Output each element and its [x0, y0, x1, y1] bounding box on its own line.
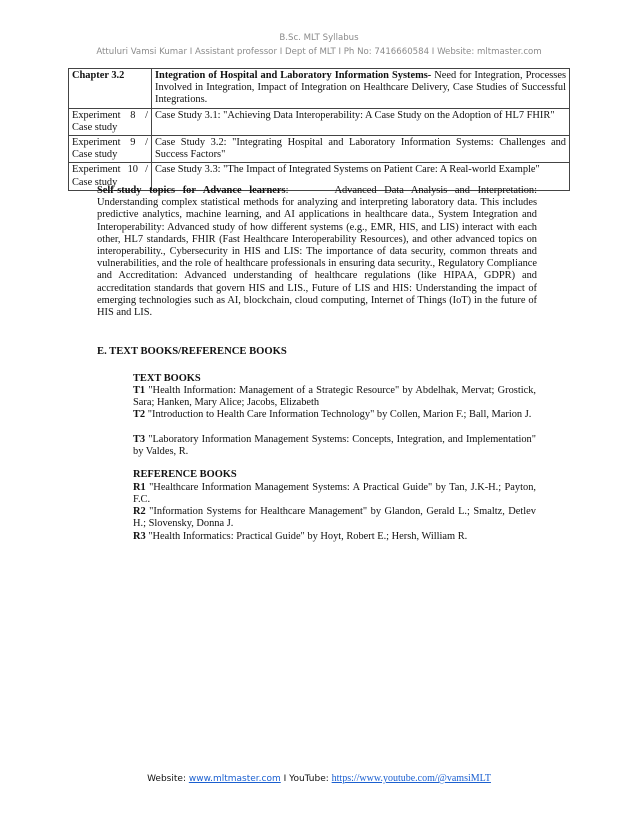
book-text: "Laboratory Information Management Systems: Concepts, Integration, and Implementation" by Valdes, R.	[133, 434, 536, 458]
book-text: "Healthcare Information Management Systems: A Practical Guide" by Tan, J.K-H.; Payton, F.C.	[133, 482, 536, 506]
book-entry	[133, 385, 536, 409]
table-cell-content: Case Study 3.3: "The Impact of Integrated Systems on Patient Care: A Real-world Example"	[152, 163, 570, 190]
table-row	[69, 69, 570, 109]
book-entry	[133, 531, 536, 543]
table-cell-content	[152, 69, 570, 109]
book-entry	[133, 434, 536, 458]
page-footer	[0, 773, 638, 784]
table-cell-chapter: Chapter 3.2	[69, 69, 152, 109]
book-text: "Health Informatics: Practical Guide" by Hoyt, Robert E.; Hersh, William R.	[145, 531, 468, 542]
book-id: R1	[133, 482, 146, 493]
table-cell-experiment: Experiment 8 / Case study	[69, 108, 152, 135]
chapter-topics: Need for Integration, Processes Involved in Integration, Impact of Integration on Healthcare Delivery, Case Studies of Successful Integrations.	[155, 70, 567, 106]
chapter-title: Integration of Hospital and Laboratory Information Systems-	[155, 70, 432, 81]
website-link[interactable]: www.mltmaster.com	[188, 774, 281, 784]
self-study-text: Advanced Data Analysis and Interpretation: Understanding complex statistical methods for analyzing and interpreting laboratory data. This includes predictive analytics, machine learning, and AI applications in healthcare data., System Integration and Interoperability: Advanced study of how different systems (e.g., EMR, HIS, and LIS) interact with each other, HL7 standards, FHIR (Fast Healthcare Interoperability Resources), and other advanced topics on interoperability., Cybersecurity in HIS and LIS: The importance of data security, common threats and vulnerabilities, and the role of healthcare professionals in ensuring data security., Regulatory Compliance and Accreditation: Advanced understanding of healthcare regulations (like HIPAA, GDPR) and accreditation standards that govern HIS and LIS., Future of LIS and HIS: Understanding the impact of emerging technologies such as AI, blockchain, cloud computing, Internet of Things (IoT) in the future of HIS and LIS.	[97, 185, 538, 319]
book-text: "Health Information: Management of a Strategic Resource" by Abdelhak, Mervat; Grostick, Sara; Hanken, Mary Alice; Jacobs, Elizabeth	[133, 385, 536, 409]
book-entry	[133, 482, 536, 506]
table-cell-content: Case Study 3.2: "Integrating Hospital and Laboratory Information Systems: Challenges and Success Factors"	[152, 136, 570, 163]
book-id: T2	[133, 409, 146, 420]
footer-website-label: Website:	[147, 774, 189, 784]
table-cell-experiment: Experiment 9 / Case study	[69, 136, 152, 163]
book-id: R3	[133, 531, 146, 542]
reference-books-heading: REFERENCE BOOKS	[133, 469, 237, 480]
self-study-paragraph	[97, 185, 537, 319]
table-row	[69, 136, 570, 163]
self-study-colon: :	[285, 185, 289, 196]
page-header-author-line: Attuluri Vamsi Kumar I Assistant professor I Dept of MLT I Ph No: 7416660584 I Website: mltmaster.com	[96, 47, 542, 57]
book-id: R2	[133, 506, 146, 517]
text-books-heading: TEXT BOOKS	[133, 373, 201, 384]
syllabus-table	[68, 68, 570, 191]
book-id: T3	[133, 434, 146, 445]
book-id: T1	[133, 385, 146, 396]
self-study-label: Self-study topics for Advance learners	[97, 185, 286, 196]
book-text: "Introduction to Health Care Information Technology" by Collen, Marion F.; Ball, Marion J.	[145, 409, 532, 420]
section-heading: E. TEXT BOOKS/REFERENCE BOOKS	[97, 346, 287, 357]
table-cell-experiment: Experiment 10 / Case study	[69, 163, 152, 190]
book-entry	[133, 409, 536, 421]
book-entry	[133, 506, 536, 530]
footer-separator: I YouTube:	[280, 774, 332, 784]
table-cell-content: Case Study 3.1: "Achieving Data Interoperability: A Case Study on the Adoption of HL7 FHIR"	[152, 108, 570, 135]
youtube-link[interactable]: https://www.youtube.com/@vamsiMLT	[331, 773, 491, 784]
table-row	[69, 108, 570, 135]
book-text: "Information Systems for Healthcare Management" by Glandon, Gerald L.; Smaltz, Detlev H.; Slovensky, Donna J.	[133, 506, 536, 530]
page-header-title: B.Sc. MLT Syllabus	[279, 33, 359, 43]
